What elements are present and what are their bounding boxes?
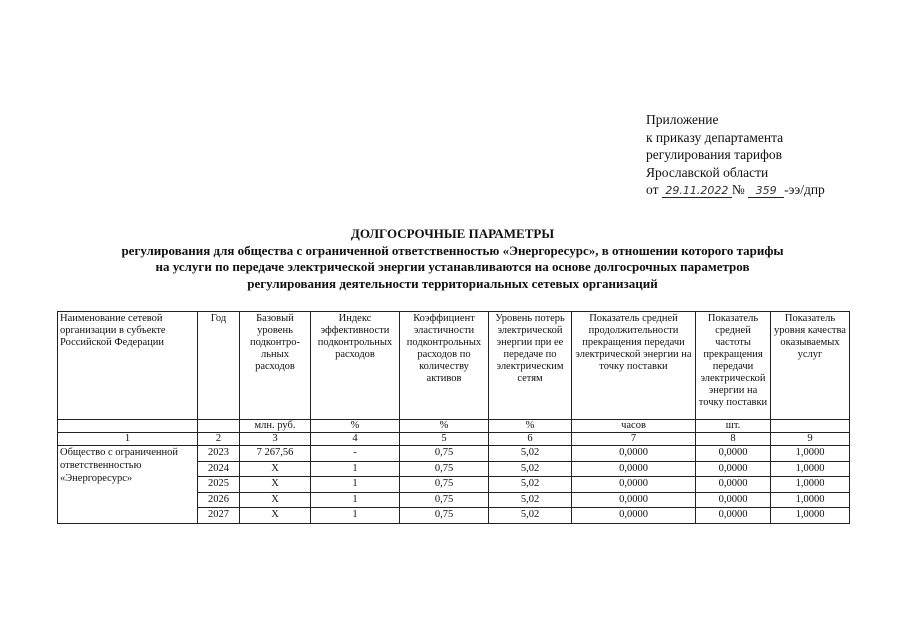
frequency-cell: 0,0000 [696,446,771,462]
base-level-cell: X [240,477,311,493]
quality-cell: 1,0000 [771,477,850,493]
appendix-block [646,111,825,199]
appendix-order-line [646,181,825,199]
quality-cell: 1,0000 [771,492,850,508]
duration-cell: 0,0000 [572,461,696,477]
header-cell: Уровень потерь электрической энергии при ее передаче по электрическим сетям [489,312,572,420]
parameters-table [57,311,850,524]
column-number-row [58,433,850,446]
organization-name: Общество с ограниченной ответственностью «Энергоресурс» [58,446,198,524]
header-cell: Индекс эффективности подконтрольных расходов [311,312,400,420]
column-number: 2 [198,433,240,446]
unit-cell [771,420,850,433]
header-cell: Показатель уровня качества оказываемых услуг [771,312,850,420]
appendix-line-1: Приложение [646,112,719,127]
base-level-cell: X [240,508,311,524]
number-suffix: -ээ/дпр [784,182,825,197]
elasticity-coef-cell: 0,75 [400,492,489,508]
title-line-2: на услуги по передаче электрической энергии устанавливаются на основе долгосрочных параметров [155,259,750,274]
table-row [58,446,850,462]
year-cell: 2027 [198,508,240,524]
column-number: 7 [572,433,696,446]
number-label: № [731,182,745,197]
frequency-cell: 0,0000 [696,477,771,493]
elasticity-coef-cell: 0,75 [400,477,489,493]
column-number: 1 [58,433,198,446]
column-number: 3 [240,433,311,446]
quality-cell: 1,0000 [771,461,850,477]
duration-cell: 0,0000 [572,492,696,508]
elasticity-coef-cell: 0,75 [400,461,489,477]
efficiency-index-cell: 1 [311,492,400,508]
column-number: 6 [489,433,572,446]
elasticity-coef-cell: 0,75 [400,508,489,524]
unit-cell: % [311,420,400,433]
order-number: 359 [748,184,784,198]
loss-level-cell: 5,02 [489,477,572,493]
appendix-line-2: к приказу департамента [646,129,784,145]
column-number: 8 [696,433,771,446]
unit-cell: % [489,420,572,433]
order-date: 29.11.2022 [662,184,732,198]
base-level-cell: X [240,461,311,477]
loss-level-cell: 5,02 [489,461,572,477]
unit-cell: часов [572,420,696,433]
column-number: 4 [311,433,400,446]
header-cell: Коэффициент эластичности подконтрольных расходов по количеству активов [400,312,489,420]
duration-cell: 0,0000 [572,477,696,493]
year-cell: 2024 [198,461,240,477]
duration-cell: 0,0000 [572,446,696,462]
unit-cell: % [400,420,489,433]
unit-cell: шт. [696,420,771,433]
elasticity-coef-cell: 0,75 [400,446,489,462]
title-line-3: регулирования деятельности территориальных сетевых организаций [247,275,658,291]
year-cell: 2023 [198,446,240,462]
base-level-cell: 7 267,56 [240,446,311,462]
frequency-cell: 0,0000 [696,492,771,508]
efficiency-index-cell: 1 [311,477,400,493]
unit-cell [198,420,240,433]
year-cell: 2025 [198,477,240,493]
efficiency-index-cell: 1 [311,461,400,477]
loss-level-cell: 5,02 [489,492,572,508]
column-number: 9 [771,433,850,446]
header-row [58,312,850,420]
title-main: ДОЛГОСРОЧНЫЕ ПАРАМЕТРЫ [350,226,555,241]
loss-level-cell: 5,02 [489,446,572,462]
title-line-1: регулирования для общества с ограниченной ответственностью «Энергоресурс», в отношении которого тарифы [121,242,784,258]
header-cell: Наименование сетевой организации в субъекте Российской Федерации [58,312,198,420]
document-title [40,226,865,292]
efficiency-index-cell: 1 [311,508,400,524]
quality-cell: 1,0000 [771,508,850,524]
frequency-cell: 0,0000 [696,508,771,524]
quality-cell: 1,0000 [771,446,850,462]
frequency-cell: 0,0000 [696,461,771,477]
unit-cell: млн. руб. [240,420,311,433]
year-cell: 2026 [198,492,240,508]
units-row [58,420,850,433]
efficiency-index-cell: - [311,446,400,462]
header-cell: Год [198,312,240,420]
duration-cell: 0,0000 [572,508,696,524]
appendix-line-3: регулирования тарифов [646,147,783,162]
date-prefix: от [646,182,659,197]
appendix-line-4: Ярославской области [646,164,769,180]
loss-level-cell: 5,02 [489,508,572,524]
header-cell: Базовый уровень подконтро-льных расходов [240,312,311,420]
unit-cell [58,420,198,433]
header-cell: Показатель средней частоты прекращения передачи электрической энергии на точку поставки [696,312,771,420]
column-number: 5 [400,433,489,446]
header-cell: Показатель средней продолжительности прекращения передачи электрической энергии на точку поставки [572,312,696,420]
base-level-cell: X [240,492,311,508]
